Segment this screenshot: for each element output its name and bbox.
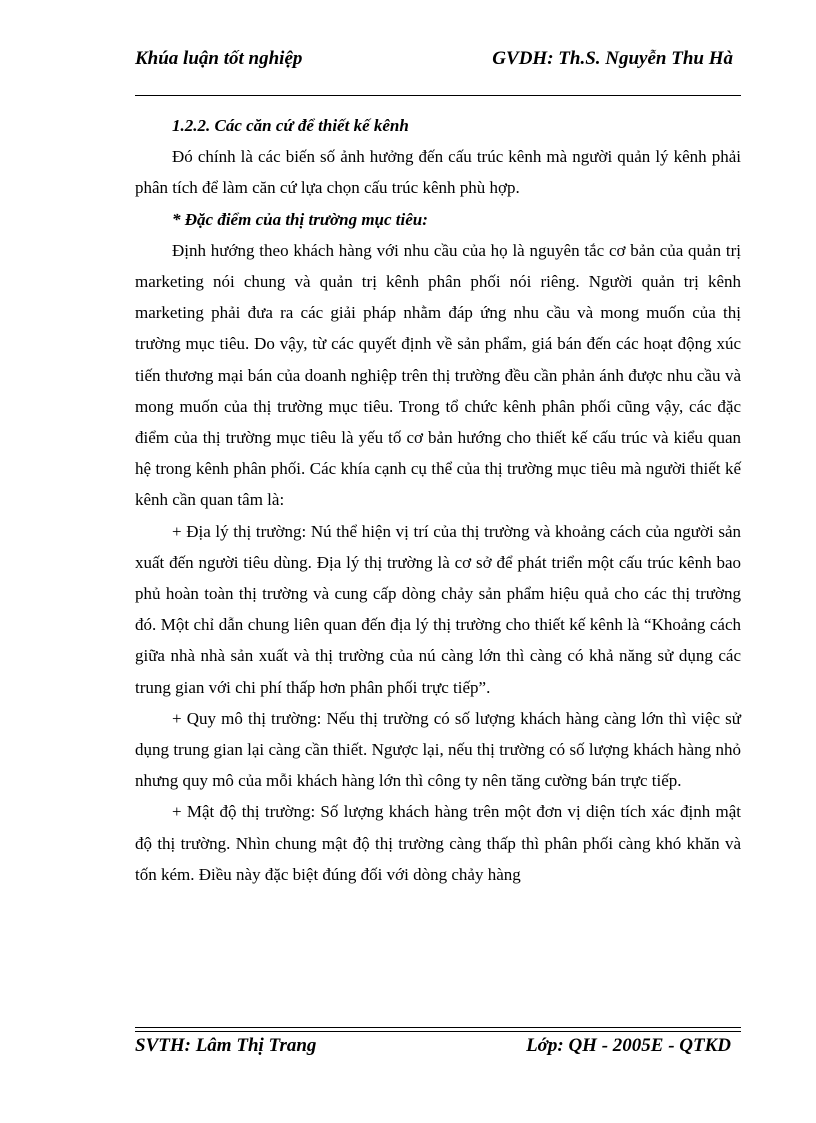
page-header	[135, 48, 741, 74]
document-body	[135, 110, 741, 890]
subheading-target-market: * Đặc điểm của thị trường mục tiêu:	[172, 209, 428, 229]
paragraph-market-density: + Mật độ thị trường: Số lượng khách hàng trên một đơn vị diện tích xác định mật độ thị trường. Nhìn chung mật độ thị trường càng thấp thì phân phối càng khó khăn và tốn kém. Điều này đặc biệt đúng đối với dòng chảy hàng	[135, 802, 741, 884]
page-footer	[135, 1035, 741, 1061]
header-supervisor: GVDH: Th.S. Nguyễn Thu Hà	[492, 48, 733, 69]
footer-divider	[135, 1027, 741, 1032]
footer-class: Lớp: QH - 2005E - QTKD	[526, 1035, 731, 1056]
paragraph-market-size: + Quy mô thị trường: Nếu thị trường có số lượng khách hàng càng lớn thì việc sử dụng trung gian lại càng cần thiết. Ngược lại, nếu thị trường có số lượng khách hàng nhỏ nhưng quy mô của mỗi khách hàng lớn thì công ty nên tăng cường bán trực tiếp.	[135, 708, 741, 791]
paragraph-geography: + Địa lý thị trường: Nú thể hiện vị trí của thị trường và khoảng cách của người sản xuất đến người tiêu dùng. Địa lý thị trường là cơ sở để phát triển một cấu trúc kênh bao phủ hoàn toàn thị trường và cung cấp dòng chảy sản phẩm hiệu quả cho các thị trường đó. Một chỉ dẫn chung liên quan đến địa lý thị trường cho thiết kế kênh là “Khoảng cách giữa nhà nhà sản xuất và thị trường của nú càng lớn thì càng có khả năng sử dụng các trung gian với chi phí thấp hơn phân phối trực tiếp”.	[135, 521, 741, 697]
paragraph-orientation: Định hướng theo khách hàng với nhu cầu của họ là nguyên tắc cơ bản của quản trị marketing nói chung và quản trị kênh phân phối nói riêng. Người quản trị kênh marketing phải đưa ra các giải pháp nhằm đáp ứng nhu cầu và mong muốn của thị trường mục tiêu. Do vậy, từ các quyết định về sản phẩm, giá bán đến các hoạt động xúc tiến thương mại bán của doanh nghiệp trên thị trường đều cần phản ánh được nhu cầu và mong muốn của thị trường mục tiêu. Trong tổ chức kênh phân phối cũng vậy, các đặc điểm của thị trường mục tiêu là yếu tố cơ bản hướng cho thiết kế cấu trúc và kiểu quan hệ trong kênh phân phối. Các khía cạnh cụ thể của thị trường mục tiêu mà người thiết kế kênh cần quan tâm là:	[135, 240, 741, 510]
header-divider	[135, 95, 741, 96]
section-heading: 1.2.2. Các căn cứ để thiết kế kênh	[172, 116, 409, 135]
header-thesis-title: Khúa luận tốt nghiệp	[135, 48, 303, 69]
footer-student: SVTH: Lâm Thị Trang	[135, 1035, 317, 1056]
paragraph-intro: Đó chính là các biến số ảnh hưởng đến cấu trúc kênh mà người quản lý kênh phải phân tích để làm căn cứ lựa chọn cấu trúc kênh phù hợp.	[135, 147, 741, 198]
